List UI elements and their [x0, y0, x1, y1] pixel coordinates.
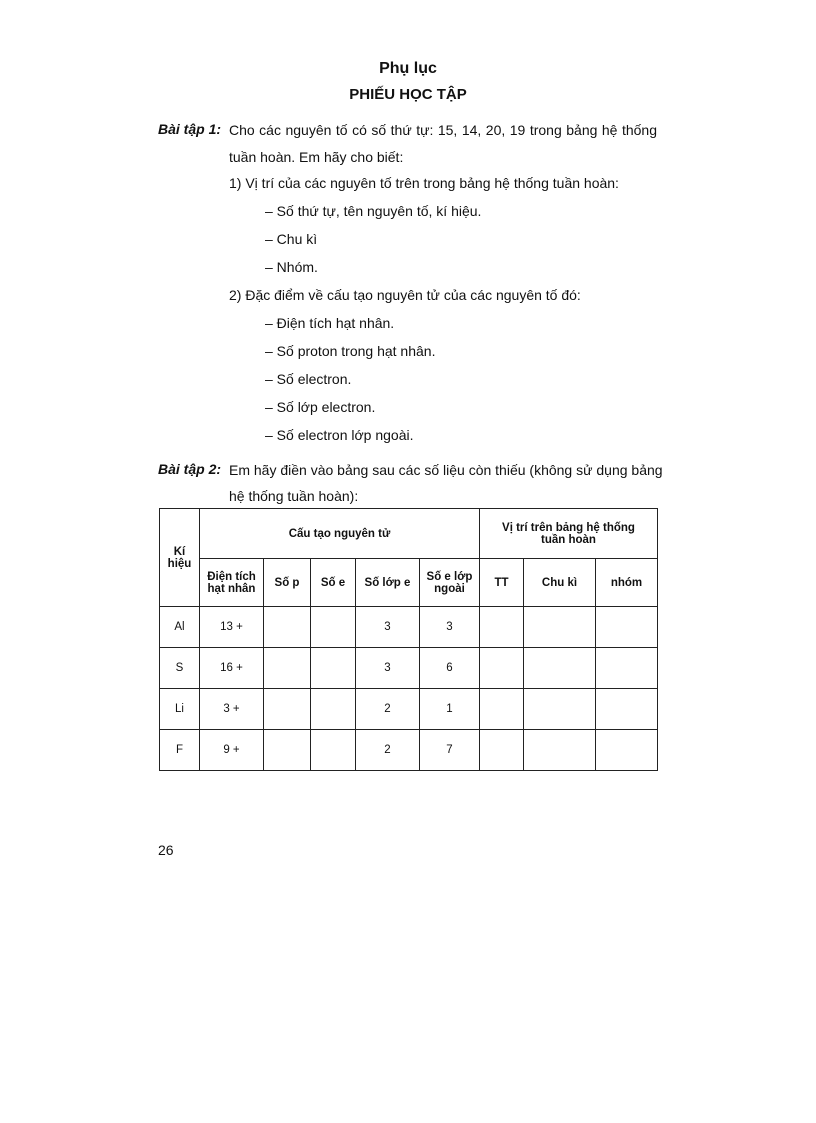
header-structure: Cấu tạo nguyên tử [200, 509, 480, 559]
cell-charge: 13 + [200, 607, 264, 648]
list-item: – Điện tích hạt nhân. [265, 315, 395, 331]
cell-tt [480, 730, 524, 771]
cell-layers: 3 [356, 648, 420, 689]
exercise1-intro-line1: Cho các nguyên tố có số thứ tự: 15, 14, 20, 19 trong bảng hệ thống [229, 122, 657, 138]
cell-tt [480, 648, 524, 689]
cell-group [596, 648, 658, 689]
page-subtitle: PHIẾU HỌC TẬP [349, 86, 467, 103]
list-item: – Chu kì [265, 231, 318, 247]
exercise1-intro-line2: tuần hoàn. Em hãy cho biết: [229, 149, 404, 165]
cell-outer: 7 [420, 730, 480, 771]
exercise1-question2: 2) Đặc điểm về cấu tạo nguyên tử của các nguyên tố đó: [229, 287, 581, 303]
cell-symbol: F [160, 730, 200, 771]
table-row [160, 607, 658, 648]
cell-period [524, 689, 596, 730]
header-tt: TT [480, 559, 524, 607]
cell-group [596, 689, 658, 730]
cell-p [264, 648, 311, 689]
cell-p [264, 689, 311, 730]
table-row [160, 689, 658, 730]
cell-charge: 16 + [200, 648, 264, 689]
cell-period [524, 730, 596, 771]
cell-period [524, 648, 596, 689]
list-item: – Số proton trong hạt nhân. [265, 343, 436, 359]
cell-outer: 6 [420, 648, 480, 689]
header-charge: Điện tích hạt nhân [200, 559, 264, 607]
cell-e [311, 648, 356, 689]
cell-outer: 1 [420, 689, 480, 730]
list-item: – Số electron lớp ngoài. [265, 427, 414, 443]
list-item: – Số thứ tự, tên nguyên tố, kí hiệu. [265, 203, 482, 219]
cell-symbol: Li [160, 689, 200, 730]
cell-p [264, 730, 311, 771]
cell-period [524, 607, 596, 648]
cell-charge: 3 + [200, 689, 264, 730]
header-p: Số p [264, 559, 311, 607]
exercise1-question1: 1) Vị trí của các nguyên tố trên trong bảng hệ thống tuần hoàn: [229, 175, 619, 191]
page-title: Phụ lục [379, 60, 437, 77]
list-item: – Số electron. [265, 371, 352, 387]
cell-e [311, 607, 356, 648]
page-number: 26 [158, 842, 174, 858]
cell-tt [480, 689, 524, 730]
cell-symbol: Al [160, 607, 200, 648]
header-outer: Số e lớp ngoài [420, 559, 480, 607]
list-item: – Số lớp electron. [265, 399, 376, 415]
cell-outer: 3 [420, 607, 480, 648]
cell-tt [480, 607, 524, 648]
cell-charge: 9 + [200, 730, 264, 771]
header-layers: Số lớp e [356, 559, 420, 607]
list-item: – Nhóm. [265, 259, 318, 275]
header-symbol: Kí hiệu [160, 509, 200, 607]
header-group: nhóm [596, 559, 658, 607]
header-period: Chu kì [524, 559, 596, 607]
exercise2-label: Bài tập 2: [158, 461, 222, 477]
cell-e [311, 689, 356, 730]
cell-layers: 2 [356, 730, 420, 771]
exercise2-intro-line1: Em hãy điền vào bảng sau các số liệu còn thiếu (không sử dụng bảng [229, 462, 663, 478]
table-row [160, 648, 658, 689]
cell-group [596, 607, 658, 648]
header-position: Vị trí trên bảng hệ thống tuần hoàn [480, 509, 658, 559]
cell-layers: 3 [356, 607, 420, 648]
cell-group [596, 730, 658, 771]
cell-p [264, 607, 311, 648]
data-table [159, 508, 658, 771]
exercise2-intro-line2: hệ thống tuần hoàn): [229, 488, 359, 504]
exercise1-label: Bài tập 1: [158, 121, 222, 137]
table-row [160, 730, 658, 771]
cell-layers: 2 [356, 689, 420, 730]
cell-symbol: S [160, 648, 200, 689]
header-e: Số e [311, 559, 356, 607]
cell-e [311, 730, 356, 771]
